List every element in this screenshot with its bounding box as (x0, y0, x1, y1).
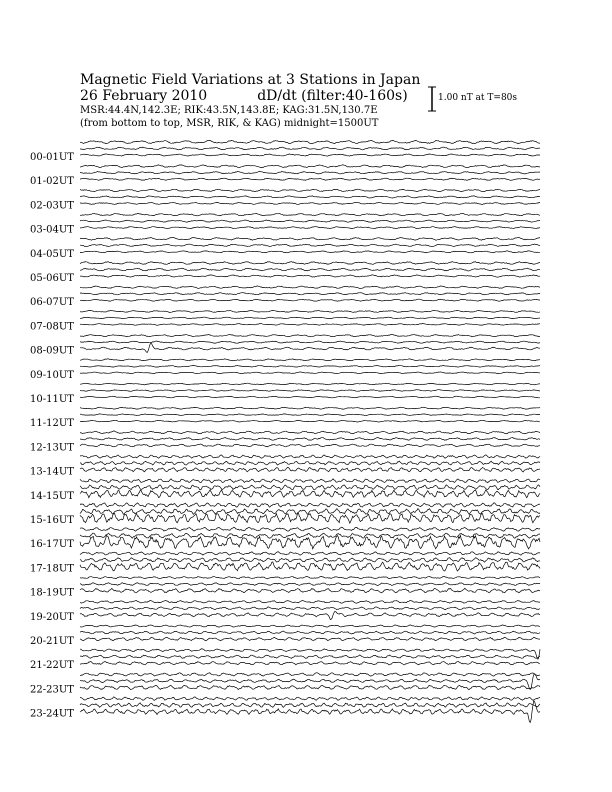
trace-kag (80, 383, 540, 385)
row-label: 07-08UT (30, 321, 74, 333)
trace-msr (80, 662, 540, 665)
trace-msr (80, 202, 540, 204)
trace-msr (80, 178, 540, 180)
row-label: 14-15UT (30, 490, 74, 502)
trace-msr (80, 562, 540, 571)
row-label: 02-03UT (30, 200, 74, 212)
trace-msr (80, 637, 540, 640)
trace-msr (80, 299, 540, 301)
row-label: 04-05UT (30, 248, 74, 260)
trace-msr (80, 685, 540, 689)
scale-bar-label: 1.00 nT at T=80s (438, 93, 518, 103)
trace-rik (80, 485, 540, 490)
trace-rik (80, 390, 540, 392)
trace-msr (80, 275, 540, 277)
row-label: 06-07UT (30, 297, 74, 309)
trace-kag (80, 431, 540, 434)
trace-kag (80, 625, 540, 627)
row-label: 08-09UT (30, 345, 74, 357)
row-label: 10-11UT (30, 394, 74, 405)
trace-msr (80, 467, 540, 472)
trace-rik (80, 147, 540, 150)
trace-kag (80, 552, 540, 555)
trace-rik (80, 607, 540, 610)
trace-rik (80, 341, 540, 343)
trace-kag (80, 527, 540, 531)
trace-msr (80, 372, 540, 374)
trace-kag (80, 238, 540, 241)
station-coordinates: MSR:44.4N,142.3E; RIK:43.5N,143.8E; KAG:31.5N,130.7E (80, 105, 378, 116)
trace-msr (80, 343, 540, 352)
trace-msr (80, 513, 540, 523)
row-label: 19-20UT (30, 611, 74, 623)
chart-header (80, 72, 420, 130)
trace-rik (80, 196, 540, 198)
trace-rik (80, 558, 540, 562)
trace-rik (80, 171, 540, 174)
trace-kag (80, 310, 540, 312)
trace-rik (80, 366, 540, 368)
row-label: 15-16UT (30, 515, 74, 526)
trace-rik (80, 703, 540, 708)
trace-kag (80, 335, 540, 337)
station-order-note: (from bottom to top, MSR, RIK, & KAG) midnight=1500UT (80, 118, 379, 129)
trace-kag (80, 673, 540, 676)
trace-msr (80, 612, 540, 620)
row-label: 00-01UT (30, 152, 74, 163)
trace-rik (80, 533, 540, 538)
trace-msr (80, 701, 540, 723)
trace-msr (80, 588, 540, 593)
row-label: 17-18UT (30, 563, 74, 575)
row-label: 20-21UT (30, 636, 74, 647)
trace-msr (80, 444, 540, 447)
trace-msr (80, 420, 540, 422)
row-label: 01-02UT (30, 176, 74, 188)
trace-kag (80, 140, 540, 143)
row-label: 03-04UT (30, 224, 74, 236)
trace-msr (80, 490, 540, 498)
trace-kag (80, 213, 540, 215)
trace-rik (80, 655, 540, 658)
trace-msr (80, 154, 540, 156)
trace-rik (80, 583, 540, 586)
trace-kag (80, 455, 540, 458)
row-label: 18-19UT (30, 587, 74, 599)
trace-rik (80, 461, 540, 465)
trace-kag (80, 407, 540, 409)
chart-date: 26 February 2010 (80, 88, 208, 104)
trace-rik (80, 414, 540, 416)
chart-title: Magnetic Field Variations at 3 Stations in Japan (80, 72, 421, 88)
chart-subtitle (80, 88, 420, 104)
row-label: 16-17UT (30, 539, 74, 551)
trace-rik (80, 631, 540, 634)
trace-kag (80, 503, 540, 508)
trace-rik (80, 293, 540, 295)
trace-rik (80, 317, 540, 319)
row-label: 05-06UT (30, 273, 74, 284)
trace-msr (80, 324, 540, 326)
trace-kag (80, 479, 540, 483)
row-label: 22-23UT (30, 684, 74, 696)
trace-msr (80, 227, 540, 229)
trace-rik (80, 438, 540, 441)
row-label: 21-22UT (30, 660, 74, 672)
scale-bar (428, 86, 436, 112)
trace-msr (80, 396, 540, 398)
filter-info: dD/dt (filter:40-160s) (257, 88, 408, 104)
trace-kag (80, 262, 540, 265)
trace-kag (80, 359, 540, 361)
trace-kag (80, 286, 540, 288)
row-label: 11-12UT (30, 418, 74, 430)
trace-rik (80, 220, 540, 222)
trace-kag (80, 600, 540, 603)
row-label: 23-24UT (30, 708, 74, 720)
trace-kag (80, 189, 540, 191)
trace-kag (80, 165, 540, 168)
trace-kag (80, 576, 540, 578)
row-label: 12-13UT (30, 442, 74, 454)
trace-rik (80, 268, 540, 271)
row-label: 13-14UT (30, 466, 74, 478)
trace-rik (80, 244, 540, 247)
trace-msr (80, 251, 540, 253)
trace-kag (80, 697, 540, 700)
row-label: 09-10UT (30, 369, 74, 381)
